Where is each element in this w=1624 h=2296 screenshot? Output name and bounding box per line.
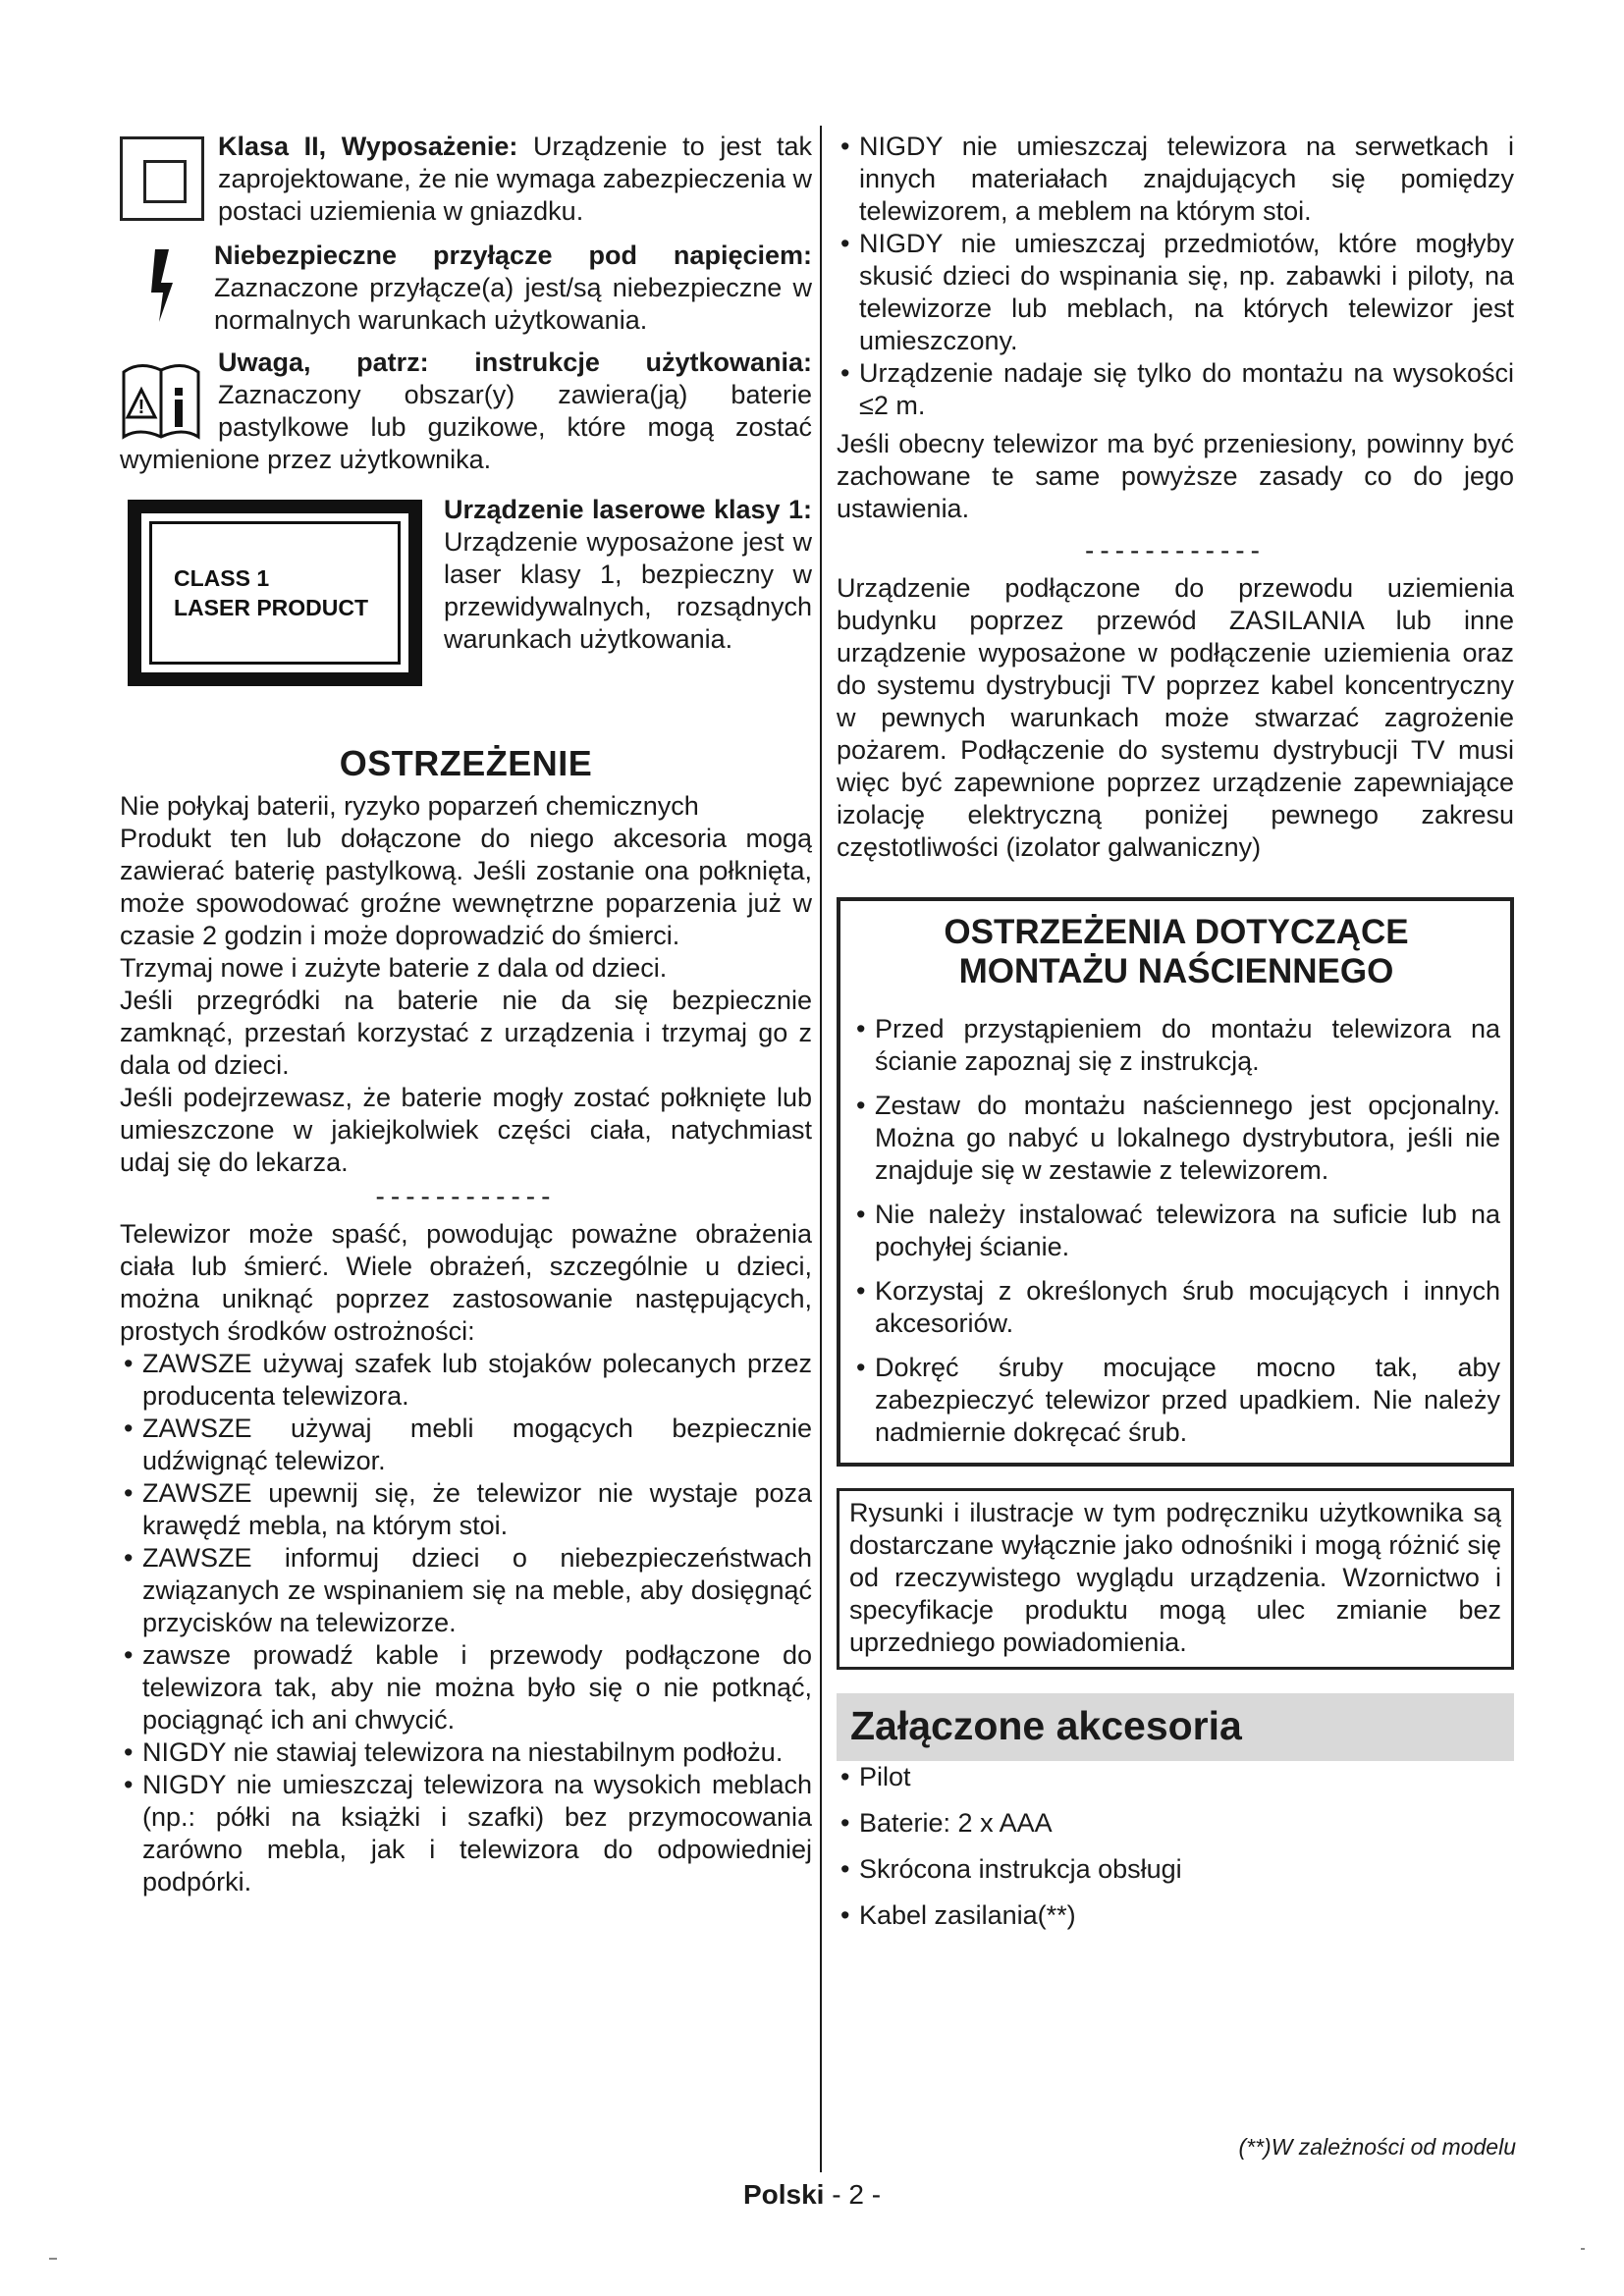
list-item: • ZAWSZE upewnij się, że telewizor nie wystaje poza krawędź mebla, na którym stoi.	[120, 1477, 812, 1542]
list-item: • Kabel zasilania(**)	[837, 1899, 1514, 1932]
warning-body	[120, 790, 812, 1179]
list-item: • Pilot	[837, 1761, 1514, 1793]
hazardous-symbol-block	[120, 240, 812, 337]
list-item: • NIGDY nie stawiaj telewizora na niestabilnym podłożu.	[120, 1736, 812, 1769]
relocate-paragraph: Jeśli obecny telewizor ma być przeniesiony, powinny być zachowane te same powyższe zasady co do jego ustawienia.	[837, 429, 1514, 523]
laser-title: Urządzenie laserowe klasy 1:	[444, 495, 812, 524]
tip-list-continued	[837, 131, 1514, 422]
list-item: • zawsze prowadź kable i przewody podłączone do telewizora tak, aby nie można było się o nie potknąć, pociągnąć ich ani chwycić.	[120, 1639, 812, 1736]
laser-product-label	[128, 500, 422, 686]
page-number: - 2 -	[824, 2179, 882, 2210]
list-item: • Baterie: 2 x AAA	[837, 1807, 1514, 1840]
caution-text: Zaznaczony obszar(y) zawiera(ją) baterie pastylkowe lub guzikowe, które mogą zostać wymienione przez użytkownika.	[120, 380, 812, 474]
accessories-heading: Załączone akcesoria	[837, 1693, 1514, 1761]
double-insulation-icon	[120, 136, 204, 221]
class2-symbol-block	[120, 131, 812, 228]
list-item: • NIGDY nie umieszczaj telewizora na serwetkach i innych materiałach znajdujących się pomiędzy telewizorem, a meblem na którym stoi.	[837, 131, 1514, 228]
list-item: • Nie należy instalować telewizora na suficie lub na pochyłej ścianie.	[852, 1199, 1500, 1263]
wall-mount-title-line2: MONTAŻU NAŚCIENNEGO	[958, 952, 1394, 990]
illustration-note-box	[837, 1488, 1514, 1670]
page-footer	[0, 2179, 1624, 2211]
wall-mount-warning-box	[837, 897, 1514, 1467]
warning-paragraph: Trzymaj nowe i zużyte baterie z dala od dzieci.	[120, 953, 668, 983]
column-divider	[820, 126, 822, 2172]
footer-language: Polski	[742, 2179, 825, 2210]
dashed-separator: ------------	[1085, 535, 1266, 565]
right-column	[837, 131, 1514, 1946]
laser-label-line1: CLASS 1	[174, 565, 270, 591]
caution-manual-icon	[120, 350, 202, 443]
laser-text: Urządzenie wyposażone jest w laser klasy 1, bezpieczny w przewidywalnych, rozsądnych warunkach użytkowania.	[444, 527, 812, 654]
list-item: • Urządzenie nadaje się tylko do montażu na wysokości ≤2 m.	[837, 357, 1514, 422]
laser-label-line2: LASER PRODUCT	[174, 595, 369, 620]
laser-symbol-block	[120, 494, 812, 686]
list-item: • NIGDY nie umieszczaj telewizora na wysokich meblach (np.: półki na książki i szafki) bez przymocowania zarówno mebla, jak i telewizora do odpowiedniej podpórki.	[120, 1769, 812, 1898]
accessories-list	[837, 1761, 1514, 1932]
tip-intro: Telewizor może spaść, powodując poważne obrażenia ciała lub śmierć. Wiele obrażeń, szczególnie u dzieci, można uniknąć poprzez zastosowanie następujących, prostych środków ostrożności:	[120, 1219, 812, 1346]
list-item: • ZAWSZE używaj szafek lub stojaków polecanych przez producenta telewizora.	[120, 1348, 812, 1413]
hazardous-title: Niebezpieczne przyłącze pod napięciem:	[214, 240, 812, 270]
warning-paragraph: Produkt ten lub dołączone do niego akcesoria mogą zawierać baterię pastylkową. Jeśli zostanie ona połknięta, może spowodować groźne wewnętrzne poparzenia już w czasie 2 godzin i może doprowadzić do śmierci.	[120, 824, 812, 950]
class2-title: Klasa II, Wyposażenie:	[218, 132, 518, 161]
list-item: • Dokręć śruby mocujące mocno tak, aby zabezpieczyć telewizor przed upadkiem. Nie należy nadmiernie dokręcać śrub.	[852, 1352, 1500, 1449]
warning-paragraph: Nie połykaj baterii, ryzyko poparzeń chemicznych	[120, 791, 699, 821]
tip-list	[120, 1348, 812, 1898]
list-item: • NIGDY nie umieszczaj przedmiotów, które mogłyby skusić dzieci do wspinania się, np. zabawki i piloty, na telewizorze lub meblach, na których telewizor jest umieszczony.	[837, 228, 1514, 357]
scan-mark	[1581, 2248, 1585, 2250]
class2-text: Urządzenie to jest tak zaprojektowane, że nie wymaga zabezpieczenia w postaci uziemienia w gniazdku.	[218, 132, 812, 226]
list-item: • ZAWSZE używaj mebli mogących bezpiecznie udźwignąć telewizor.	[120, 1413, 812, 1477]
wall-mount-list	[852, 1013, 1500, 1449]
lightning-bolt-icon	[134, 243, 192, 328]
warning-paragraph: Jeśli przegródki na baterie nie da się bezpiecznie zamknąć, przestań korzystać z urządzenia i trzymaj go z dala od dzieci.	[120, 986, 812, 1080]
hazardous-text: Zaznaczone przyłącze(a) jest/są niebezpieczne w normalnych warunkach użytkowania.	[214, 273, 812, 335]
wall-mount-title-line1: OSTRZEŻENIA DOTYCZĄCE	[944, 913, 1409, 951]
model-footnote: (**)W zależności od modelu	[1238, 2134, 1516, 2160]
warning-heading: OSTRZEŻENIE	[339, 743, 593, 783]
caution-symbol-block	[120, 347, 812, 476]
list-item: • Zestaw do montażu naściennego jest opcjonalny. Można go nabyć u lokalnego dystrybutora, jeśli nie znajduje się w zestawie z telewizorem.	[852, 1090, 1500, 1187]
left-column	[120, 131, 812, 1898]
svg-text:!: !	[137, 397, 145, 418]
grounding-paragraph: Urządzenie podłączone do przewodu uziemienia budynku poprzez przewód ZASILANIA lub inne urządzenie wyposażone w podłączenie uziemienia oraz do systemu dystrybucji TV poprzez kabel koncentryczny w pewnych warunkach może stwarzać zagrożenie pożarem. Podłączenie do systemu dystrybucji TV musi więc być zapewnione poprzez urządzenie zapewniające izolację elektryczną poniżej pewnego zakresu częstotliwości (izolator galwaniczny)	[837, 573, 1514, 862]
illustration-note: Rysunki i ilustracje w tym podręczniku użytkownika są dostarczane wyłącznie jako odnośniki i mogą różnić się od rzeczywistego wyglądu urządzenia. Wzornictwo i specyfikacje produktu mogą ulec zmianie bez uprzedniego powiadomienia.	[849, 1498, 1501, 1657]
list-item: • Korzystaj z określonych śrub mocujących i innych akcesoriów.	[852, 1275, 1500, 1340]
warning-paragraph: Jeśli podejrzewasz, że baterie mogły zostać połknięte lub umieszczone w jakiejkolwiek części ciała, natychmiast udaj się do lekarza.	[120, 1083, 812, 1177]
list-item: • ZAWSZE informuj dzieci o niebezpieczeństwach związanych ze wspinaniem się na meble, aby dosięgnąć przycisków na telewizorze.	[120, 1542, 812, 1639]
scan-mark	[49, 2258, 57, 2260]
list-item: • Skrócona instrukcja obsługi	[837, 1853, 1514, 1886]
dashed-separator: ------------	[375, 1181, 557, 1211]
caution-title: Uwaga, patrz: instrukcje użytkowania:	[218, 347, 812, 377]
list-item: • Przed przystąpieniem do montażu telewizora na ścianie zapoznaj się z instrukcją.	[852, 1013, 1500, 1078]
